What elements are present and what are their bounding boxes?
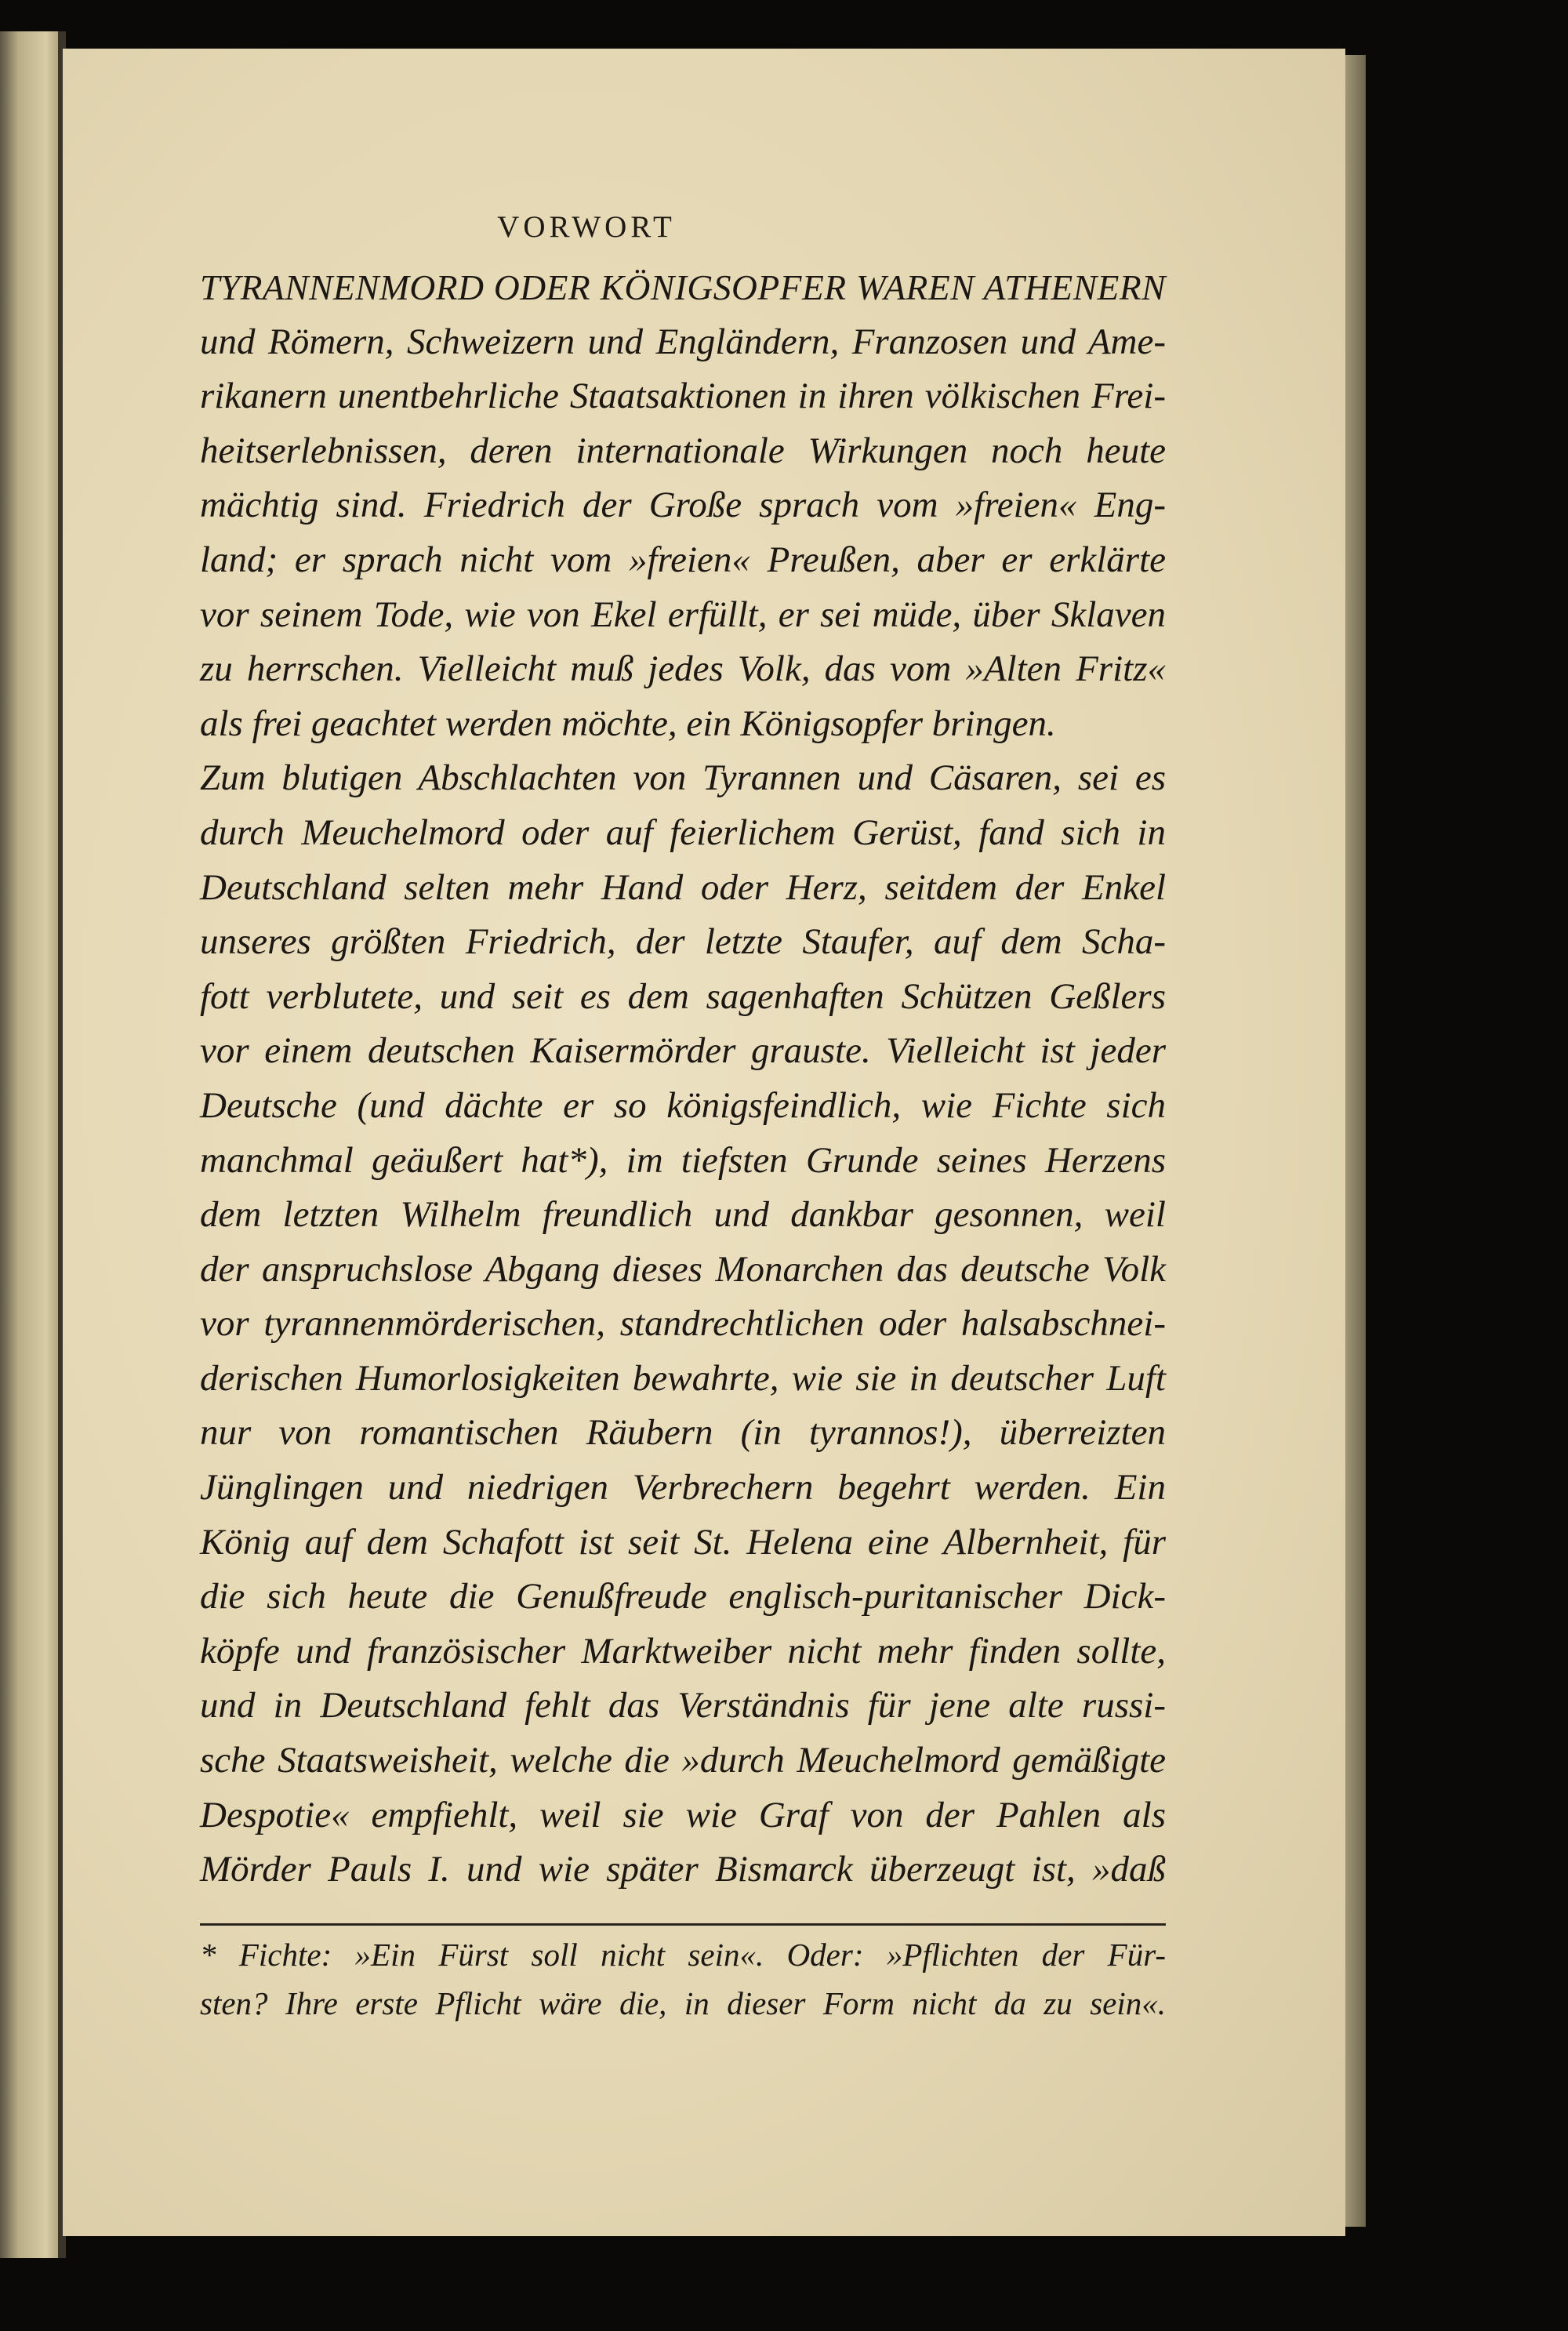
footnote-line: * Fichte: »Ein Fürst soll nicht sein«. Oder: »Pflichten der Für- <box>200 1937 1166 1973</box>
text-line: mächtig sind. Friedrich der Große sprach vom »freien« Eng- <box>200 485 1166 526</box>
book-page <box>63 49 1345 2236</box>
text-line: heitserlebnissen, deren internationale Wirkungen noch heute <box>200 430 1166 471</box>
text-line: nur von romantischen Räubern (in tyrannos!), überreizten <box>200 1412 1166 1454</box>
text-line: manchmal geäußert hat*), im tiefsten Grunde seines Herzens <box>200 1139 1166 1181</box>
text-line: die sich heute die Genußfreude englisch-puritanischer Dick- <box>200 1576 1166 1618</box>
text-line: Despotie« empfiehlt, weil sie wie Graf von der Pahlen als <box>200 1794 1166 1835</box>
text-line: Jünglingen und niedrigen Verbrechern begehrt werden. Ein <box>200 1467 1166 1509</box>
text-line: Deutsche (und dächte er so königsfeindlich, wie Fichte sich <box>200 1084 1166 1126</box>
body-text <box>200 260 1166 1897</box>
text-line: köpfe und französischer Marktweiber nicht mehr finden sollte, <box>200 1630 1166 1672</box>
footnote-line: sten? Ihre erste Pflicht wäre die, in dieser Form nicht da zu sein«. <box>200 1985 1166 2021</box>
text-line: und Römern, Schweizern und Engländern, Franzosen und Ame- <box>200 321 1166 362</box>
text-line: vor tyrannenmörderischen, standrechtlichen oder halsabschnei- <box>200 1303 1166 1345</box>
footnote <box>200 1930 1166 2028</box>
text-line: vor einem deutschen Kaisermörder grauste. Vielleicht ist jeder <box>200 1030 1166 1072</box>
text-line: derischen Humorlosigkeiten bewahrte, wie sie in deutscher Luft <box>200 1357 1166 1399</box>
text-line: vor seinem Tode, wie von Ekel erfüllt, er sei müde, über Sklaven <box>200 594 1166 635</box>
text-line: zu herrschen. Vielleicht muß jedes Volk, das vom »Alten Fritz« <box>200 648 1166 690</box>
text-line: Mörder Pauls I. und wie später Bismarck überzeugt ist, »daß <box>200 1849 1166 1890</box>
text-line: Deutschland selten mehr Hand oder Herz, seitdem der Enkel <box>200 866 1166 908</box>
running-head: VORWORT <box>497 210 676 244</box>
text-line: Zum blutigen Abschlachten von Tyrannen und Cäsaren, sei es <box>200 757 1166 799</box>
text-line: und in Deutschland fehlt das Verständnis für jene alte russi- <box>200 1685 1166 1726</box>
text-line: dem letzten Wilhelm freundlich und dankbar gesonnen, weil <box>200 1194 1166 1236</box>
text-line: als frei geachtet werden möchte, ein Königsopfer bringen. <box>200 703 1056 744</box>
text-line: der anspruchslose Abgang dieses Monarchen das deutsche Volk <box>200 1248 1166 1290</box>
footnote-rule <box>200 1923 1166 1926</box>
text-line: TYRANNENMORD ODER KÖNIGSOPFER WAREN ATHENERN <box>200 267 1166 307</box>
text-line: König auf dem Schafott ist seit St. Helena eine Albernheit, für <box>200 1521 1166 1563</box>
text-line: sche Staatsweisheit, welche die »durch Meuchelmord gemäßigte <box>200 1740 1166 1781</box>
left-page-edge <box>0 31 61 2258</box>
text-line: rikanern unentbehrliche Staatsaktionen in ihren völkischen Frei- <box>200 376 1166 417</box>
text-line: land; er sprach nicht vom »freien« Preußen, aber er erklärte <box>200 539 1166 580</box>
text-line: durch Meuchelmord oder auf feierlichem Gerüst, fand sich in <box>200 811 1166 853</box>
text-line: fott verblutete, und seit es dem sagenhaften Schützen Geßlers <box>200 975 1166 1017</box>
text-line: unseres größten Friedrich, der letzte Staufer, auf dem Scha- <box>200 921 1166 963</box>
